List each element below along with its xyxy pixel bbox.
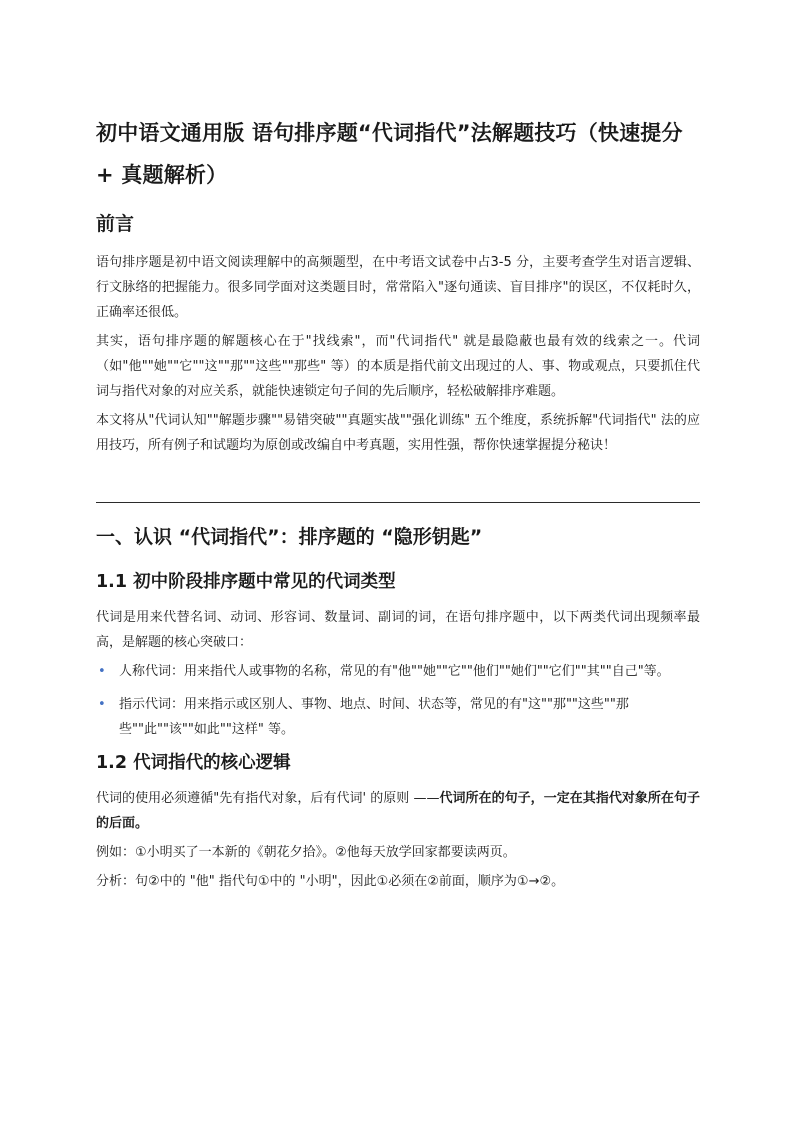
preface-heading: 前言	[96, 213, 135, 235]
core-rule-paragraph	[96, 786, 700, 836]
subsection-1-1-heading: 1.1 初中阶段排序题中常见的代词类型	[96, 572, 396, 592]
pronoun-type-list	[96, 659, 700, 742]
bullet-icon: •	[98, 664, 106, 679]
list-item	[96, 692, 700, 742]
example-paragraph: 例如：①小明买了一本新的《朝花夕拾》。②他每天放学回家都要读两页。	[96, 845, 516, 860]
analysis-paragraph: 分析：句②中的 "他" 指代句①中的 "小明"，因此①必须在②前面，顺序为①→②。	[96, 874, 565, 889]
list-item-text: 指示代词：用来指示或区别人、事物、地点、时间、状态等，常见的有"这""那""这些""那些""此""该""如此""这样" 等。	[119, 697, 629, 737]
section-1-heading: 一、认识 “代词指代”：排序题的 “隐形钥匙”	[96, 526, 483, 548]
list-item-text: 人称代词：用来指代人或事物的名称，常见的有"他""她""它""他们""她们""它们""其""自己"等。	[119, 664, 670, 679]
document-title: 初中语文通用版 语句排序题“代词指代”法解题技巧（快速提分 + 真题解析）	[96, 121, 683, 187]
core-rule-text: 代词的使用必须遵循"先有指代对象，后有代词' 的原则 ——	[96, 791, 440, 806]
list-item	[96, 659, 700, 684]
bullet-icon: •	[98, 697, 106, 712]
document-page	[96, 112, 700, 898]
preface-paragraph-1: 语句排序题是初中语文阅读理解中的高频题型，在中考语文试卷中占3-5 分，主要考查学生对语言逻辑、行文脉络的把握能力。很多同学面对这类题目时，常常陷入"逐句通读、盲目排序"的误区，不仅耗时久，正确率还很低。	[96, 255, 700, 320]
subsection-1-2-heading: 1.2 代词指代的核心逻辑	[96, 753, 291, 773]
section-divider	[96, 502, 700, 503]
preface-paragraph-3: 本文将从"代词认知""解题步骤""易错突破""真题实战""强化训练" 五个维度，系统拆解"代词指代" 法的应用技巧，所有例子和试题均为原创或改编自中考真题，实用性强，帮你快速掌握提分秘诀！	[96, 413, 700, 453]
core-rule-emphasis: 代词所在的句子，一定在其指代对象所在句子的后面。	[96, 791, 700, 831]
preface-paragraph-2: 其实，语句排序题的解题核心在于"找线索"，而"代词指代" 就是最隐蔽也最有效的线索之一。代词（如"他""她""它""这""那""这些""那些" 等）的本质是指代前文出现过的人、事、物或观点，只要抓住代词与指代对象的对应关系，就能快速锁定句子间的先后顺序，轻松破解排序难题。	[96, 334, 700, 399]
subsection-1-1-intro: 代词是用来代替名词、动词、形容词、数量词、副词的词，在语句排序题中，以下两类代词出现频率最高，是解题的核心突破口：	[96, 610, 700, 650]
